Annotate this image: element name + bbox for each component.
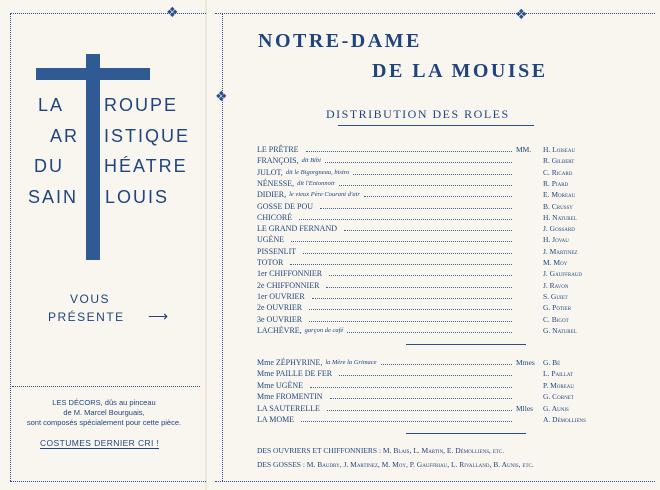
- role-name: LE PRÊTRE: [257, 145, 299, 154]
- dot-leader: [325, 162, 512, 163]
- dot-leader: [309, 309, 512, 310]
- cast-row: [257, 211, 623, 222]
- role-name: NÉNESSE,: [257, 178, 295, 188]
- cross-horizontal-bar: [36, 68, 150, 80]
- role-name: UGÈNE: [257, 235, 285, 245]
- actor-name: A. Démolliens: [543, 415, 586, 424]
- footer-separator: [406, 433, 526, 434]
- role-name: LE GRAND FERNAND: [257, 224, 337, 234]
- dot-leader: [330, 398, 512, 399]
- dot-leader: [299, 219, 512, 220]
- actor-prefix: Mlles: [516, 403, 534, 413]
- role-name: LA MOME: [257, 415, 295, 424]
- dot-leader: [312, 298, 512, 299]
- role-note: dit l'Entonnoir: [297, 179, 336, 187]
- role-name: 1er OUVRIER: [257, 291, 305, 301]
- role-note: la Mère la Grimace: [325, 359, 377, 366]
- fold-crease: [205, 0, 207, 490]
- left-frame-bottom: [10, 481, 206, 482]
- actor-name: G. Cornet: [543, 392, 574, 402]
- right-frame-left: [222, 13, 223, 481]
- dot-leader: [290, 264, 512, 265]
- role-name: LA SAUTERELLE: [257, 403, 320, 413]
- dot-leader: [301, 421, 512, 422]
- cast-row: [257, 324, 623, 335]
- role-name: DIDIER,: [257, 190, 287, 200]
- dot-leader: [347, 332, 512, 333]
- role-note: dit le Bigorgneau, bistro: [285, 168, 350, 176]
- role-name: TOTOR: [257, 258, 284, 267]
- troupe-line-4-left: SAIN: [28, 187, 79, 207]
- heading-underline: [338, 125, 534, 126]
- gosses-credit: DES GOSSES : M. Baudry, J. Martinez, M. Moy, P. Gauffriau, L. Rivalland, B. Aunis, etc.: [257, 460, 534, 469]
- cast-row: [257, 356, 623, 367]
- cast-row: [257, 256, 623, 267]
- role-note: le vieux Père Courant d'air: [289, 191, 360, 199]
- actor-name: C. Ricard: [543, 167, 573, 177]
- cast-row: [257, 390, 623, 401]
- role-name: 2e OUVRIER: [257, 303, 303, 313]
- arrow-right-icon: ⟶: [148, 308, 170, 324]
- right-frame-top: [215, 13, 655, 14]
- dot-leader: [326, 287, 512, 288]
- role-name: Mme PAILLE DE FER: [257, 369, 333, 379]
- actor-name: R. Piard: [543, 178, 569, 188]
- cast-row: [257, 379, 623, 390]
- decors-credit-line-2: de M. Marcel Bourguais,: [63, 408, 145, 417]
- cross-vertical-bar: [86, 54, 100, 260]
- diamond-ornament-icon: ❖: [166, 5, 179, 21]
- actor-name: G. Potier: [543, 303, 572, 313]
- actor-name: G. Bé: [543, 358, 561, 367]
- cast-row: [257, 166, 623, 177]
- costumes-tagline: COSTUMES DERNIER CRI !: [40, 438, 160, 448]
- role-name: GOSSE DE POU: [257, 201, 314, 211]
- cast-separator: [406, 344, 526, 345]
- actor-name: G. Aunis: [543, 403, 569, 413]
- actor-name: M. Moy: [543, 258, 568, 267]
- actor-name: J. Ravon: [543, 280, 569, 290]
- diamond-ornament-icon: ❖: [215, 89, 228, 105]
- dot-leader: [291, 241, 512, 242]
- dot-leader: [339, 185, 512, 186]
- cast-row: [257, 301, 623, 312]
- distribution-heading: DISTRIBUTION DES ROLES: [326, 107, 510, 121]
- actor-name: S. Guiet: [543, 291, 568, 301]
- diamond-ornament-icon: ❖: [515, 7, 528, 23]
- actor-name: J. Gossard: [543, 224, 575, 234]
- dot-leader: [306, 151, 512, 152]
- actor-name: J. Gauffraud: [543, 269, 583, 279]
- actor-name: L. Paillat: [543, 369, 573, 379]
- cast-row: [257, 143, 623, 154]
- troupe-line-3-left: DU: [34, 156, 64, 176]
- dot-leader: [339, 375, 512, 376]
- ouvriers-credit: DES OUVRIERS ET CHIFFONNIERS : M. Blais, L. Martin, E. Démolliens, etc.: [257, 446, 505, 455]
- role-note: garçon de café: [304, 326, 344, 334]
- cast-row: [257, 154, 623, 165]
- actor-name: E. Moreau: [543, 190, 576, 200]
- dot-leader: [329, 275, 512, 276]
- dot-leader: [327, 410, 512, 411]
- troupe-line-2-left: AR: [50, 126, 80, 146]
- play-title-line-1: NOTRE-DAME: [258, 30, 422, 52]
- actor-name: P. Moreau: [543, 380, 574, 390]
- actor-prefix: Mmes: [516, 358, 535, 367]
- role-name: 3e OUVRIER: [257, 314, 303, 324]
- role-name: Mme FROMENTIN: [257, 392, 323, 402]
- actor-name: C. Bigot: [543, 314, 569, 324]
- cast-row: [257, 313, 623, 324]
- role-name: LACHÈVRE,: [257, 325, 302, 335]
- role-name: 1er CHIFFONNIER: [257, 269, 323, 279]
- dot-leader: [364, 196, 512, 197]
- cast-row: [257, 290, 623, 301]
- actor-prefix: MM.: [516, 145, 532, 154]
- role-name: FRANÇOIS,: [257, 156, 299, 166]
- role-name: CHICORÉ: [257, 212, 293, 222]
- role-name: JULOT,: [257, 167, 283, 177]
- dot-leader: [310, 387, 512, 388]
- cast-row: [257, 245, 623, 256]
- dot-leader: [309, 321, 512, 322]
- actor-name: R. Gilbert: [543, 156, 575, 166]
- cast-row: [257, 233, 623, 244]
- decors-credit-line-1: LES DÉCORS, dûs au pinceau: [52, 398, 156, 407]
- cast-row: [257, 402, 623, 413]
- actor-name: G. Naturel: [543, 325, 577, 335]
- role-name: Mme ZÉPHYRINE,: [257, 358, 323, 367]
- actor-name: H. Jovau: [543, 235, 569, 245]
- dot-leader: [353, 174, 512, 175]
- dot-leader: [344, 230, 512, 231]
- cast-row: [257, 367, 623, 378]
- left-frame-left: [10, 13, 11, 481]
- cast-row: [257, 200, 623, 211]
- troupe-line-3-right: HÉATRE: [104, 156, 188, 176]
- role-note: dit Bibi: [301, 157, 321, 165]
- decors-credit-line-3: sont composés spécialement pour cette pièce.: [26, 418, 182, 427]
- troupe-line-2-right: ISTIQUE: [104, 126, 191, 146]
- troupe-line-1-right: ROUPE: [104, 95, 179, 115]
- troupe-line-1-left: LA: [38, 95, 65, 115]
- actor-name: B. Crussy: [543, 201, 573, 211]
- presente-label: PRÉSENTE: [48, 310, 125, 324]
- actor-name: H. Loiseau: [543, 145, 576, 154]
- dot-leader: [303, 253, 512, 254]
- cast-row: [257, 413, 623, 424]
- role-name: 2e CHIFFONNIER: [257, 280, 320, 290]
- actor-name: J. Martinez: [543, 246, 578, 256]
- troupe-line-4-right: LOUIS: [105, 187, 170, 207]
- cast-row: [257, 188, 623, 199]
- cast-row: [257, 267, 623, 278]
- cast-row: [257, 279, 623, 290]
- dot-leader: [320, 208, 512, 209]
- actor-name: H. Naturel: [543, 212, 577, 222]
- role-name: PISSENLIT: [257, 246, 297, 256]
- play-title-line-2: DE LA MOUISE: [372, 60, 548, 82]
- dot-leader: [381, 364, 512, 365]
- cast-row: [257, 177, 623, 188]
- left-divider: [12, 386, 200, 387]
- role-name: Mme UGÈNE: [257, 380, 303, 390]
- vous-label: VOUS: [70, 292, 111, 306]
- right-frame-bottom: [215, 481, 655, 482]
- cast-row: [257, 222, 623, 233]
